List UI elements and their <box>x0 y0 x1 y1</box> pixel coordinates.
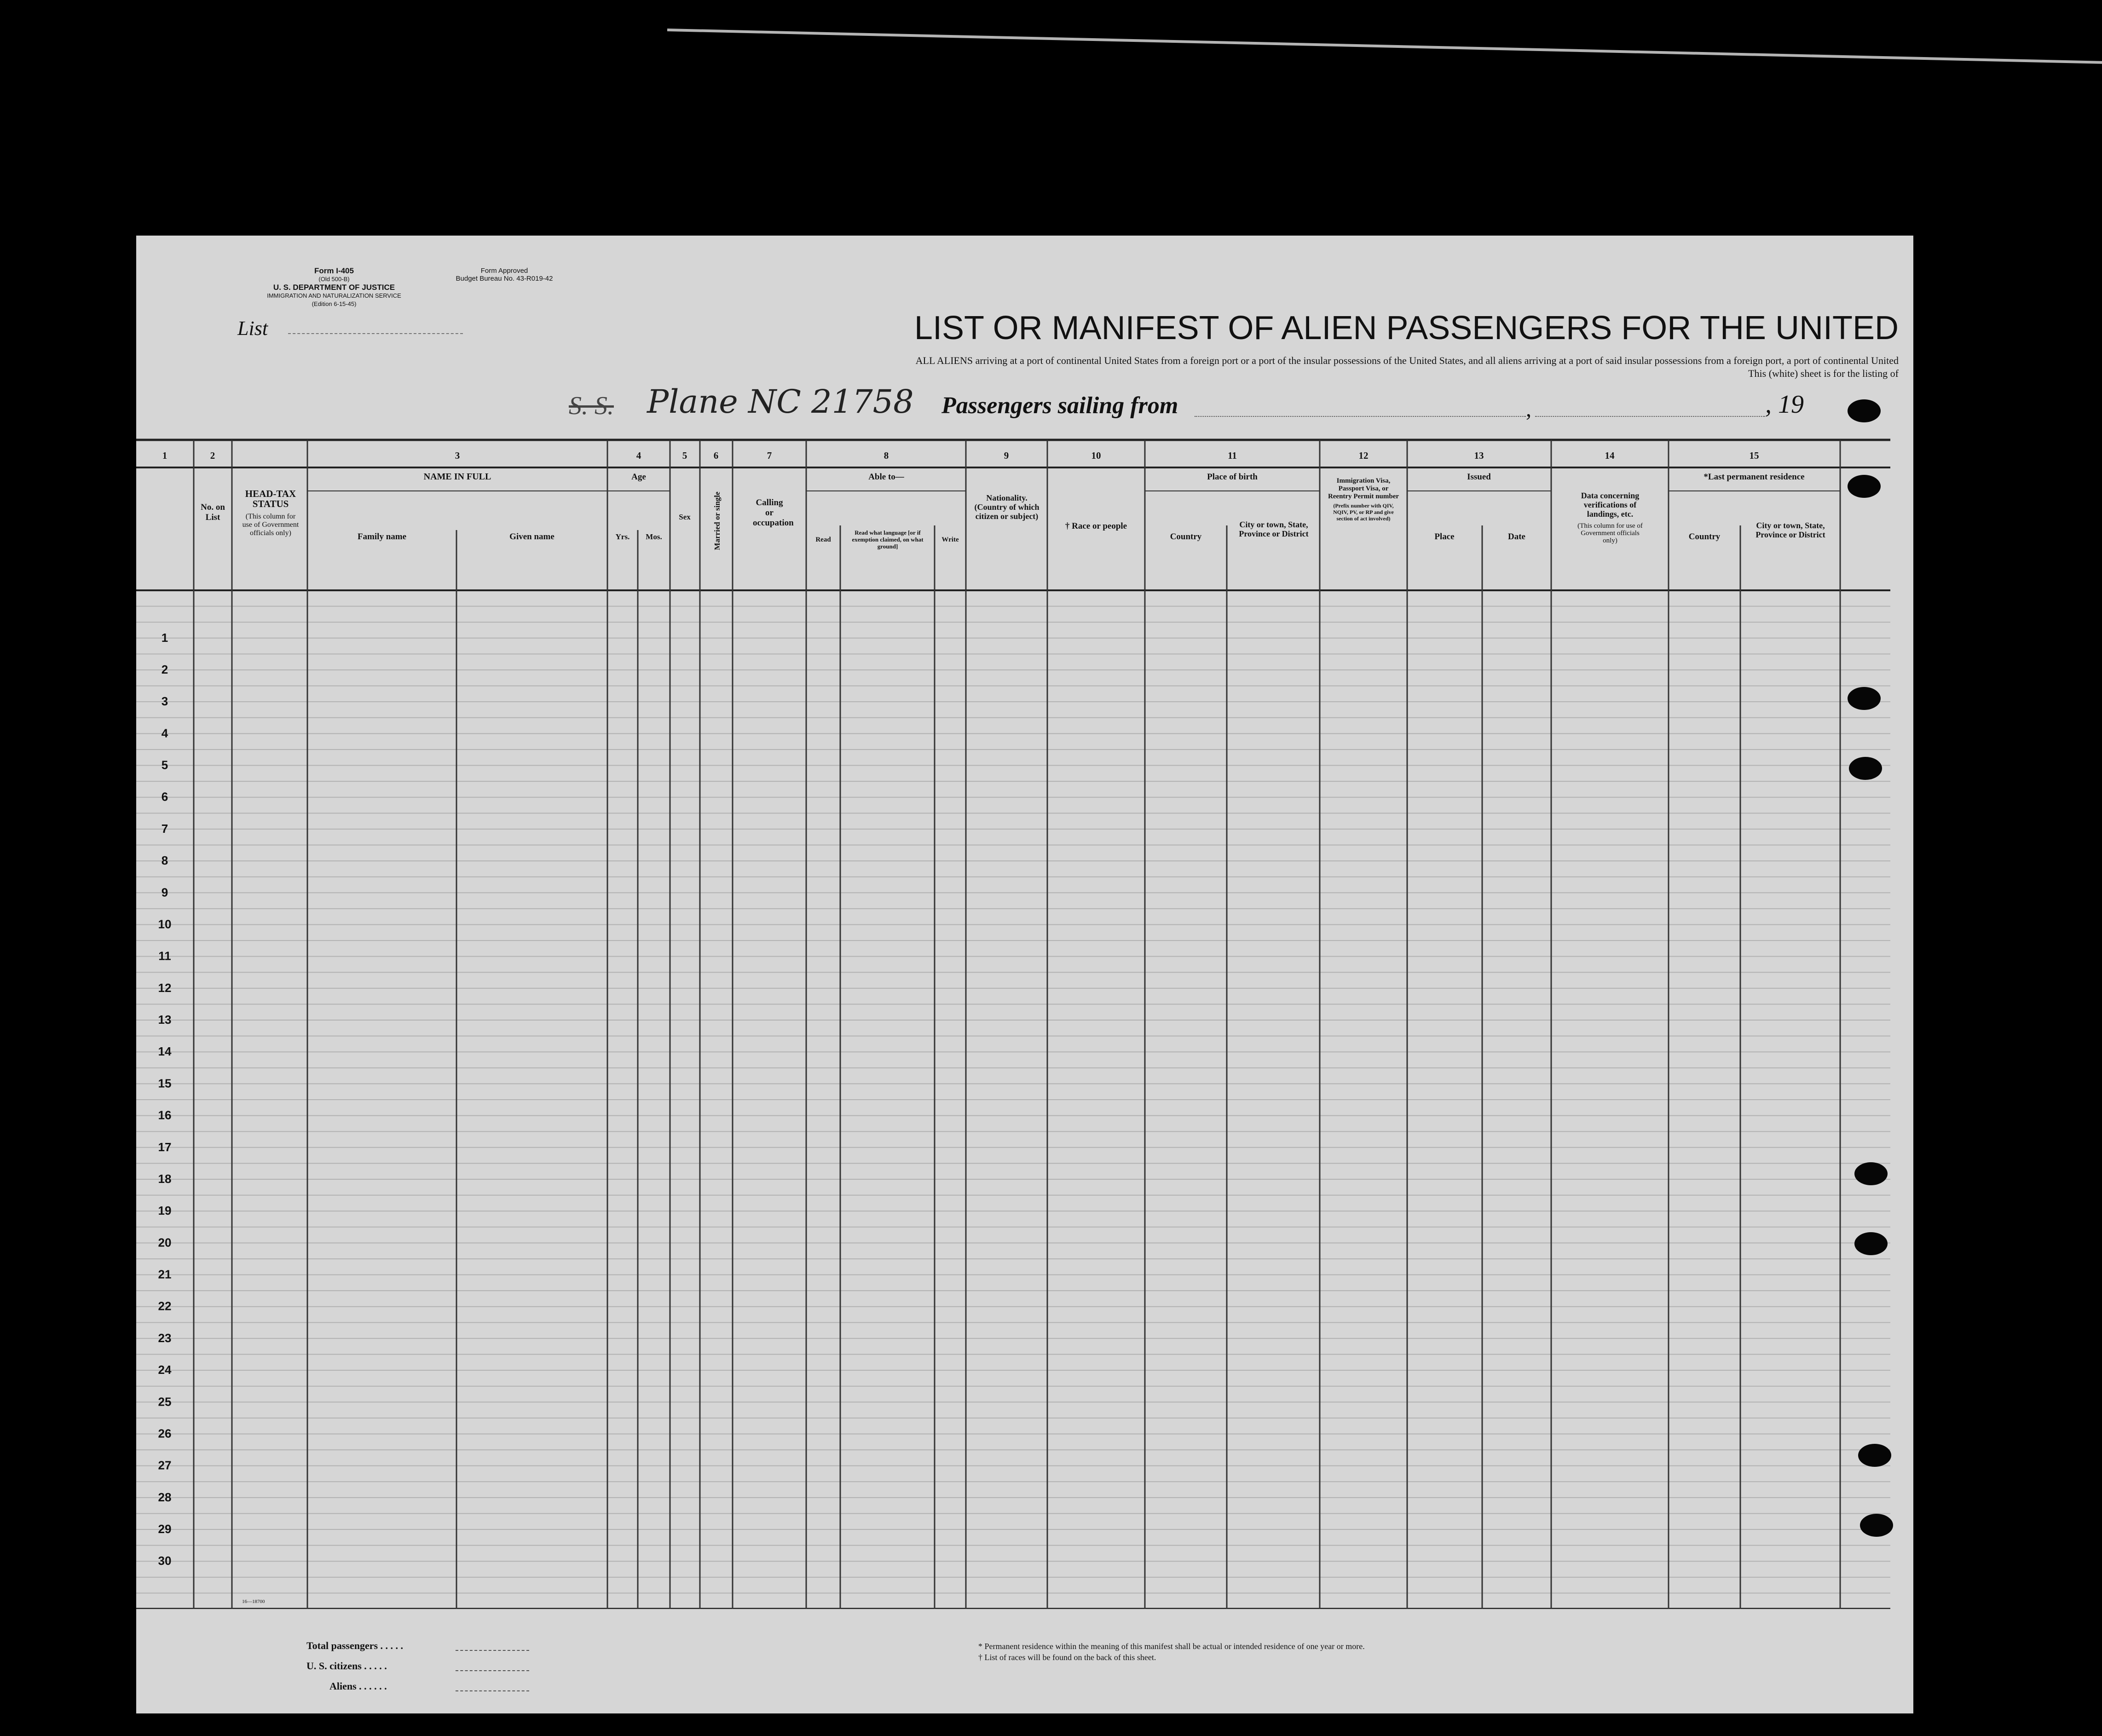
row-number: 5 <box>161 758 168 772</box>
header-married-or-single: Married or single <box>713 491 722 550</box>
column-number-14: 14 <box>1605 450 1615 461</box>
column-number-6: 6 <box>713 450 719 461</box>
column-number-12: 12 <box>1358 450 1369 461</box>
department-name: U. S. DEPARTMENT OF JUSTICE <box>273 283 395 292</box>
header-head-tax-note: (This column for use of Government officials only) <box>242 513 299 537</box>
header-residence-city: City or town, State, Province or District <box>1756 521 1825 539</box>
row-number: 1 <box>161 630 168 645</box>
column-number-11: 11 <box>1228 450 1237 461</box>
form-identification <box>228 267 440 308</box>
scan-edge-stripe <box>667 29 2102 65</box>
row-number: 22 <box>158 1299 172 1313</box>
binder-hole <box>1848 399 1881 422</box>
instructions-line-1: ALL ALIENS arriving at a port of continental United States from a foreign port or a port of the insular possessions of the United States, and all aliens arriving at a port of said insular possessions from a foreign port, a port of continental United <box>915 355 1899 366</box>
list-number-field[interactable] <box>288 333 463 334</box>
row-number: 20 <box>158 1235 172 1250</box>
header-calling-occupation: Calling or occupation <box>753 498 794 528</box>
header-issued-place: Place <box>1434 532 1455 542</box>
header-write: Write <box>941 536 959 543</box>
list-label: List <box>237 317 268 340</box>
binder-hole <box>1854 1232 1888 1255</box>
old-form-number: (Old 500-B) <box>318 276 350 283</box>
header-able-to: Able to— <box>868 472 904 482</box>
column-number-4: 4 <box>636 450 641 461</box>
column-number-3: 3 <box>455 450 460 461</box>
row-number: 12 <box>158 980 172 995</box>
header-visa-title: Immigration Visa, Passport Visa, or Reentry Permit number <box>1328 477 1399 500</box>
header-head-tax <box>234 489 307 537</box>
service-name: IMMIGRATION AND NATURALIZATION SERVICE <box>267 292 401 299</box>
header-given-name: Given name <box>509 532 554 542</box>
header-place-of-birth: Place of birth <box>1207 472 1258 482</box>
sailing-date-field[interactable] <box>1535 416 1765 417</box>
budget-approval <box>426 267 583 283</box>
header-sex: Sex <box>679 513 691 521</box>
row-number: 13 <box>158 1013 172 1027</box>
header-age-years: Yrs. <box>615 532 630 541</box>
column-number-15: 15 <box>1749 450 1759 461</box>
row-number: 15 <box>158 1076 172 1090</box>
row-number: 26 <box>158 1426 172 1441</box>
footnote-races: † List of races will be found on the back of this sheet. <box>978 1653 1156 1662</box>
instructions <box>458 354 1899 380</box>
us-citizens-field[interactable] <box>456 1670 529 1671</box>
binder-hole <box>1858 1444 1891 1467</box>
header-residence-country: Country <box>1688 532 1721 542</box>
row-number: 23 <box>158 1331 172 1345</box>
header-age: Age <box>631 472 646 482</box>
row-number: 25 <box>158 1395 172 1409</box>
row-number: 9 <box>161 885 168 900</box>
header-issued-date: Date <box>1508 532 1525 542</box>
header-age-months: Mos. <box>646 532 662 541</box>
row-number: 11 <box>158 949 171 963</box>
manifest-table <box>136 429 1890 1609</box>
aliens-label: Aliens . . . . . . <box>329 1680 387 1692</box>
header-name-in-full: NAME IN FULL <box>423 472 491 482</box>
row-number: 19 <box>158 1204 172 1218</box>
year-label: , 19 <box>1765 390 1804 419</box>
row-number: 16 <box>158 1108 172 1122</box>
row-number: 6 <box>161 790 168 804</box>
instructions-line-2: This (white) sheet is for the listing of <box>1748 368 1899 379</box>
header-verifications-note: (This column for use of Government officials only) <box>1577 522 1643 544</box>
row-number: 17 <box>158 1140 172 1154</box>
header-nationality: Nationality. (Country of which citizen or subject) <box>974 493 1039 521</box>
row-number: 8 <box>161 854 168 868</box>
header-head-tax-title: HEAD-TAX STATUS <box>245 489 296 509</box>
column-number-8: 8 <box>884 450 889 461</box>
print-code: 16—18700 <box>242 1599 265 1604</box>
column-number-9: 9 <box>1004 450 1009 461</box>
row-number: 3 <box>161 694 168 709</box>
footnotes <box>978 1641 1365 1663</box>
form-approved: Form Approved <box>480 267 528 275</box>
aliens-field[interactable] <box>456 1690 529 1691</box>
us-citizens-label: U. S. citizens . . . . . <box>306 1660 387 1672</box>
row-number: 24 <box>158 1363 172 1377</box>
header-read: Read <box>815 536 831 543</box>
form-number: Form I-405 <box>314 266 354 275</box>
header-visa <box>1322 477 1405 522</box>
header-visa-note: (Prefix number with QIV, NQIV, PV, or RP and give section of act involved) <box>1333 502 1394 522</box>
total-passengers-label: Total passengers . . . . . <box>306 1640 404 1651</box>
column-number-5: 5 <box>682 450 687 461</box>
header-birth-country: Country <box>1170 532 1202 542</box>
binder-hole <box>1849 757 1882 780</box>
header-birth-city: City or town, State, Province or District <box>1239 520 1309 538</box>
row-number: 18 <box>158 1171 172 1186</box>
column-number-2: 2 <box>210 450 215 461</box>
row-number: 10 <box>158 917 172 931</box>
total-passengers-field[interactable] <box>456 1650 529 1651</box>
page-title: LIST OR MANIFEST OF ALIEN PASSENGERS FOR THE UNITED <box>914 310 1899 346</box>
row-number: 27 <box>158 1458 172 1472</box>
comma-separator: , <box>1526 397 1531 421</box>
row-number: 28 <box>158 1490 172 1504</box>
row-number: 4 <box>161 726 168 740</box>
row-number: 29 <box>158 1522 172 1536</box>
ship-name-handwritten[interactable]: Plane NC 21758 <box>647 383 914 421</box>
row-number: 30 <box>158 1554 172 1568</box>
header-last-residence: *Last permanent residence <box>1704 472 1805 482</box>
row-number: 7 <box>161 821 168 836</box>
column-number-10: 10 <box>1091 450 1101 461</box>
budget-bureau-number: Budget Bureau No. 43-R019-42 <box>456 275 553 283</box>
binder-hole <box>1854 1162 1888 1185</box>
header-family-name: Family name <box>357 532 407 542</box>
header-issued: Issued <box>1467 472 1491 482</box>
row-number: 14 <box>158 1044 172 1059</box>
binder-hole <box>1860 1514 1893 1537</box>
sailing-from-label: Passengers sailing from <box>941 392 1178 419</box>
header-race-or-people: † Race or people <box>1065 521 1127 531</box>
header-verifications-title: Data concerning verifications of landings, etc. <box>1581 491 1640 519</box>
header-read-language: Read what language [or if exemption claimed, on what ground] <box>852 529 924 550</box>
header-no-on-list: No. on List <box>201 502 225 522</box>
sailing-from-field[interactable] <box>1195 416 1526 417</box>
column-number-7: 7 <box>767 450 772 461</box>
ss-label: S. S. <box>569 392 614 420</box>
column-number-13: 13 <box>1474 450 1484 461</box>
manifest-sheet <box>136 236 1913 1713</box>
binder-hole <box>1848 687 1881 710</box>
binder-hole <box>1848 475 1881 498</box>
row-number: 2 <box>161 662 168 676</box>
row-number: 21 <box>158 1267 172 1281</box>
footnote-residence: * Permanent residence within the meaning of this manifest shall be actual or intended residence of one year or more. <box>978 1642 1365 1651</box>
column-number-1: 1 <box>162 450 167 461</box>
edition: (Edition 6-15-45) <box>312 300 357 307</box>
header-verifications <box>1553 491 1667 544</box>
